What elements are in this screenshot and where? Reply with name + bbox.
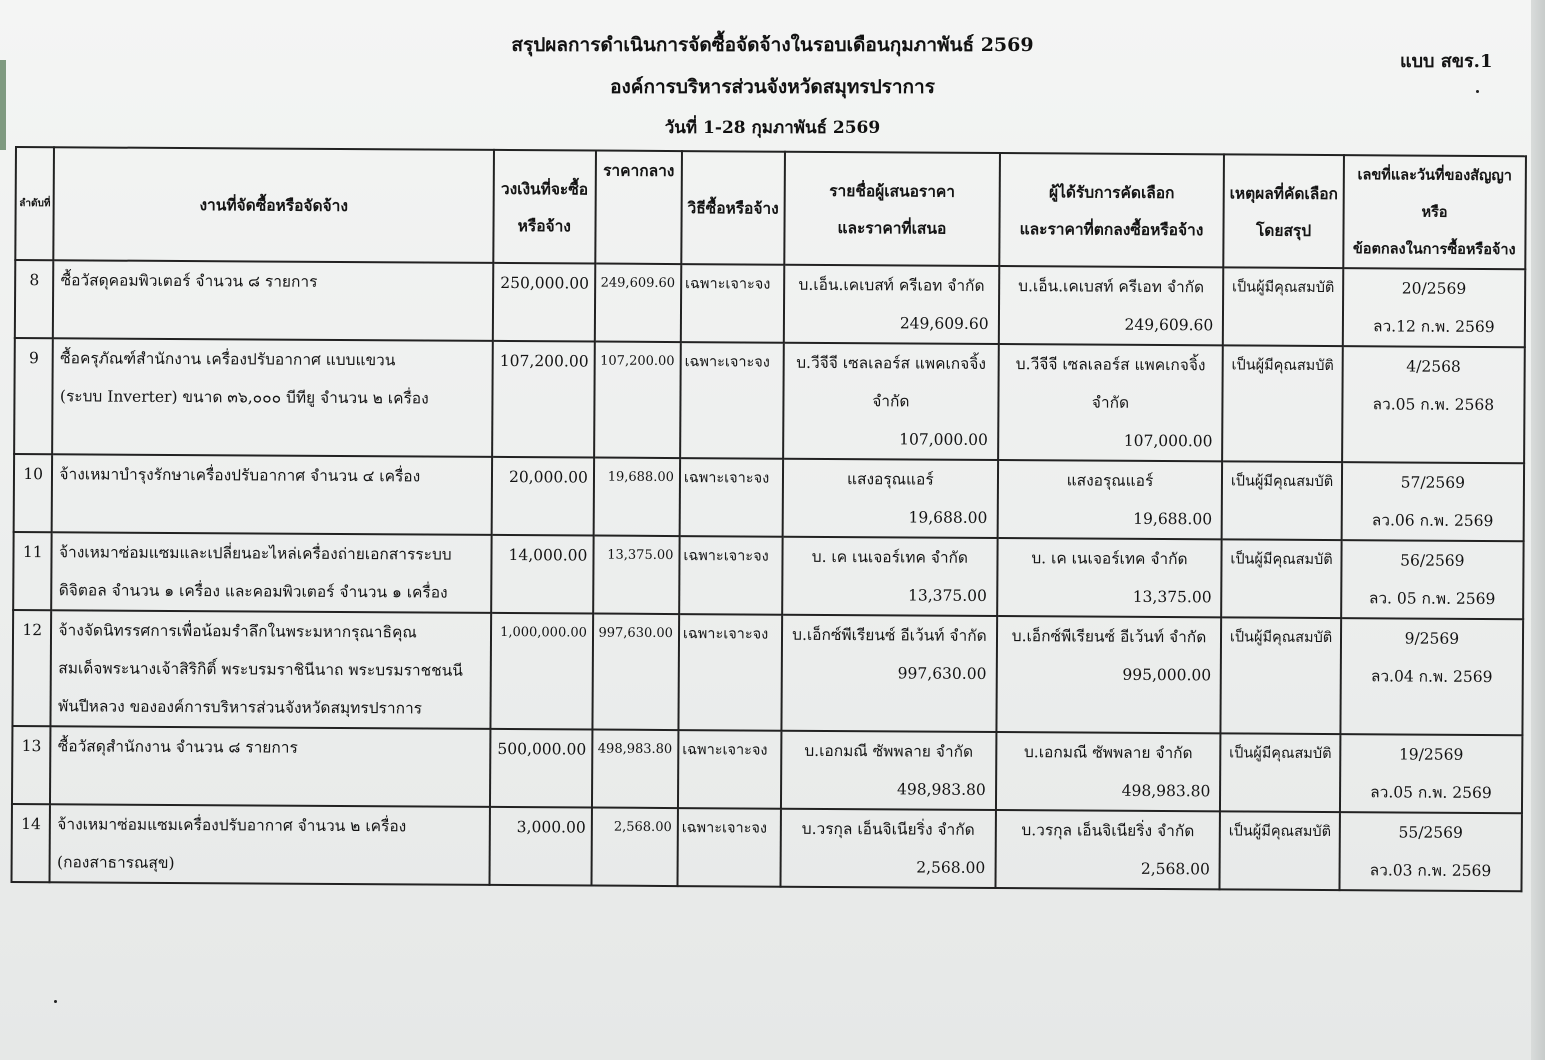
task-text: จ้างเหมาซ่อมแซมและเปลี่ยนอะไหล่เครื่องถ่ายเอกสารระบบ	[58, 543, 452, 564]
contract-cell	[1339, 812, 1522, 891]
task-text: ซื้อวัสดุคอมพิวเตอร์ จำนวน ๘ รายการ	[60, 271, 318, 291]
bidder-name: บ.เอ็กซ์พีเรียนซ์ อีเว้นท์ จำกัด	[792, 625, 987, 645]
method-cell: เฉพาะเจาะจง	[681, 264, 785, 343]
contract-cell	[1340, 618, 1523, 735]
table-row	[15, 260, 1525, 347]
report-period: วันที่ 1-28 กุมภาพันธ์ 2569	[664, 118, 881, 138]
col-header-budget: วงเงินที่จะซื้อ หรือจ้าง	[493, 150, 596, 264]
speck	[54, 1000, 57, 1003]
selected-price: 2,568.00	[1140, 859, 1211, 879]
bidder-name: จำกัด	[872, 392, 910, 411]
reason-cell: เป็นผู้มีคุณสมบัติ	[1220, 811, 1340, 890]
median-price-cell: 19,688.00	[594, 458, 680, 537]
bidder-price: 13,375.00	[907, 586, 987, 605]
contract-number: 20/2569	[1401, 279, 1467, 298]
selected-name: บ.เอ็น.เคเบสท์ ครีเอท จำกัด	[1018, 277, 1205, 297]
col-header-selected: ผู้ได้รับการคัดเลือก และราคาที่ตกลงซื้อหรือจ้าง	[999, 153, 1224, 267]
organization-name: องค์การบริหารส่วนจังหวัดสมุทรปราการ	[610, 76, 935, 98]
row-number: 8	[15, 260, 54, 338]
table-body	[12, 260, 1526, 891]
method-cell: เฉพาะเจาะจง	[678, 614, 782, 731]
bidder-name: บ.วีจีจี เซลเลอร์ส แพคเกจจิ้ง	[796, 353, 986, 373]
budget-cell: 20,000.00	[491, 457, 594, 536]
bidder-price: 249,609.60	[899, 314, 989, 333]
selected-cell	[996, 732, 1221, 811]
task-cell	[53, 260, 493, 341]
median-price-cell: 2,568.00	[591, 808, 677, 887]
selected-cell	[998, 344, 1223, 461]
selected-price: 107,000.00	[1123, 431, 1213, 451]
row-number: 14	[12, 804, 51, 882]
reason-cell: เป็นผู้มีคุณสมบัติ	[1223, 267, 1343, 346]
method-cell: เฉพาะเจาะจง	[679, 536, 783, 615]
selected-price: 498,983.80	[1121, 781, 1211, 801]
task-text: ดิจิตอล จำนวน ๑ เครื่อง และคอมพิวเตอร์ จำนวน ๑ เครื่อง	[58, 581, 448, 602]
contract-date: ลว.05 ก.พ. 2569	[1370, 783, 1492, 803]
selected-name: แสงอรุณแอร์	[1066, 471, 1154, 490]
bidder-name: บ.วรกุล เอ็นจิเนียริ่ง จำกัด	[801, 819, 975, 839]
selected-cell	[998, 266, 1223, 345]
bidder-cell	[782, 615, 997, 732]
contract-date: ลว.04 ก.พ. 2569	[1370, 667, 1493, 687]
contract-date: ลว.03 ก.พ. 2569	[1369, 861, 1492, 881]
col-header-method: วิธีซื้อหรือจ้าง	[681, 151, 785, 265]
reason-cell: เป็นผู้มีคุณสมบัติ	[1220, 733, 1340, 812]
task-text: จ้างเหมาซ่อมแซมเครื่องปรับอากาศ จำนวน ๒ เครื่อง	[57, 815, 407, 836]
contract-date: ลว. 05 ก.พ. 2569	[1368, 589, 1496, 609]
col-header-contract: เลขที่และวันที่ของสัญญาหรือ ข้อตกลงในการซื้อหรือจ้าง	[1343, 155, 1526, 269]
col-header-reason: เหตุผลที่คัดเลือก โดยสรุป	[1224, 154, 1344, 268]
table-row	[14, 454, 1524, 541]
selected-name: บ.เอ็กซ์พีเรียนซ์ อีเว้นท์ จำกัด	[1011, 627, 1207, 647]
bidder-cell	[782, 537, 997, 616]
bidder-price: 997,630.00	[897, 664, 987, 683]
row-number: 9	[14, 338, 53, 454]
table-row	[13, 532, 1523, 619]
selected-price: 19,688.00	[1133, 509, 1213, 529]
row-number: 10	[14, 454, 53, 532]
table-row	[12, 804, 1522, 891]
reason-cell: เป็นผู้มีคุณสมบัติ	[1221, 617, 1341, 734]
bidder-cell	[783, 343, 998, 460]
reason-cell: เป็นผู้มีคุณสมบัติ	[1222, 345, 1342, 462]
budget-cell: 14,000.00	[491, 535, 594, 614]
bidder-cell	[784, 265, 999, 344]
bidder-cell	[781, 731, 996, 810]
row-number: 12	[12, 610, 51, 726]
bidder-name: บ. เค เนเจอร์เทค จำกัด	[811, 547, 969, 567]
selected-cell	[997, 538, 1222, 617]
bidder-name: บ.เอ็น.เคเบสท์ ครีเอท จำกัด	[798, 275, 985, 295]
task-text: จ้างเหมาบำรุงรักษาเครื่องปรับอากาศ จำนวน ๔ เครื่อง	[59, 465, 421, 486]
table-row	[12, 610, 1523, 735]
bidder-price: 19,688.00	[908, 508, 988, 527]
selected-name: บ.เอกมณี ซัพพลาย จำกัด	[1023, 743, 1193, 763]
speck	[1476, 90, 1479, 93]
task-cell	[52, 532, 492, 613]
row-number: 11	[13, 532, 52, 610]
budget-cell: 107,200.00	[492, 341, 595, 458]
bidder-cell	[781, 809, 996, 888]
method-cell: เฉพาะเจาะจง	[680, 342, 784, 459]
task-text: ซื้อวัสดุสำนักงาน จำนวน ๘ รายการ	[57, 737, 298, 757]
bidder-price: 107,000.00	[899, 430, 988, 449]
document-title: สรุปผลการดำเนินการจัดซื้อจัดจ้างในรอบเดือนกุมภาพันธ์ 2569	[511, 34, 1034, 56]
task-text: (กองสาธารณสุข)	[57, 853, 175, 872]
contract-number: 9/2569	[1404, 629, 1460, 648]
task-cell	[53, 338, 493, 457]
median-price-cell: 13,375.00	[593, 536, 679, 615]
col-header-task: งานที่จัดซื้อหรือจัดจ้าง	[54, 147, 494, 263]
form-code: แบบ สขร.1	[1400, 51, 1493, 72]
table-row	[14, 338, 1525, 463]
task-cell	[50, 726, 490, 807]
selected-price: 13,375.00	[1132, 587, 1212, 607]
bidder-cell	[783, 459, 998, 538]
contract-cell	[1341, 462, 1524, 541]
budget-cell: 500,000.00	[490, 729, 593, 808]
contract-number: 57/2569	[1400, 473, 1466, 492]
median-price-cell: 498,983.80	[592, 730, 678, 809]
table-row	[12, 726, 1522, 813]
task-text: (ระบบ Inverter) ขนาด ๓๖,๐๐๐ บีทียู จำนวน ๒ เครื่อง	[59, 387, 429, 408]
table-header-row	[15, 147, 1526, 269]
contract-number: 19/2569	[1398, 745, 1464, 764]
task-text: พันปีหลวง ขององค์การบริหารส่วนจังหวัดสมุทรปราการ	[57, 697, 423, 718]
contract-cell	[1342, 346, 1525, 463]
contract-date: ลว.12 ก.พ. 2569	[1372, 317, 1495, 337]
reason-cell: เป็นผู้มีคุณสมบัติ	[1222, 461, 1342, 540]
selected-name: จำกัด	[1091, 393, 1130, 412]
median-price-cell: 249,609.60	[595, 264, 681, 343]
selected-name: บ.วรกุล เอ็นจิเนียริ่ง จำกัด	[1021, 821, 1195, 841]
selected-cell	[996, 616, 1221, 733]
selected-name: บ.วีจีจี เซลเลอร์ส แพคเกจจิ้ง	[1015, 355, 1206, 375]
method-cell: เฉพาะเจาะจง	[678, 730, 782, 809]
bidder-price: 498,983.80	[896, 780, 986, 799]
budget-cell: 1,000,000.00	[490, 613, 593, 730]
contract-number: 55/2569	[1398, 823, 1463, 842]
selected-cell	[995, 810, 1220, 889]
task-cell	[52, 454, 492, 535]
selected-price: 995,000.00	[1122, 665, 1212, 685]
contract-number: 4/2568	[1406, 357, 1461, 376]
col-header-no: ลำดับที่	[15, 147, 54, 260]
contract-cell	[1341, 540, 1524, 619]
contract-date: ลว.05 ก.พ. 2568	[1372, 395, 1495, 415]
task-text: จ้างจัดนิทรรศการเพื่อน้อมรำลึกในพระมหากรุณาธิคุณ	[58, 621, 417, 642]
reason-cell: เป็นผู้มีคุณสมบัติ	[1221, 539, 1341, 618]
task-cell	[51, 610, 491, 729]
selected-name: บ. เค เนเจอร์เทค จำกัด	[1031, 549, 1188, 569]
procurement-table	[10, 146, 1526, 892]
median-price-cell: 997,630.00	[592, 614, 679, 731]
method-cell: เฉพาะเจาะจง	[680, 458, 784, 537]
task-text: สมเด็จพระนางเจ้าสิริกิติ์ พระบรมราชินีนาถ พระบรมราชชนนี	[58, 659, 463, 680]
task-cell	[50, 804, 490, 885]
method-cell: เฉพาะเจาะจง	[677, 808, 781, 887]
contract-cell	[1340, 734, 1523, 813]
bidder-name: แสงอรุณแอร์	[846, 470, 934, 489]
budget-cell: 3,000.00	[489, 807, 592, 886]
median-price-cell: 107,200.00	[594, 342, 681, 459]
selected-price: 249,609.60	[1124, 315, 1214, 335]
bidder-name: บ.เอกมณี ซัพพลาย จำกัด	[804, 741, 974, 761]
selected-cell	[997, 460, 1222, 539]
task-text: ซื้อครุภัณฑ์สำนักงาน เครื่องปรับอากาศ แบบแขวน	[60, 349, 396, 370]
contract-date: ลว.06 ก.พ. 2569	[1371, 511, 1494, 531]
col-header-bidders: รายชื่อผู้เสนอราคา และราคาที่เสนอ	[784, 152, 999, 266]
row-number: 13	[12, 726, 51, 804]
bidder-price: 2,568.00	[916, 858, 986, 877]
col-header-median: ราคากลาง	[595, 151, 682, 265]
budget-cell: 250,000.00	[493, 263, 596, 342]
contract-number: 56/2569	[1400, 551, 1465, 570]
paper-edge	[1531, 0, 1545, 1060]
contract-cell	[1343, 268, 1526, 347]
